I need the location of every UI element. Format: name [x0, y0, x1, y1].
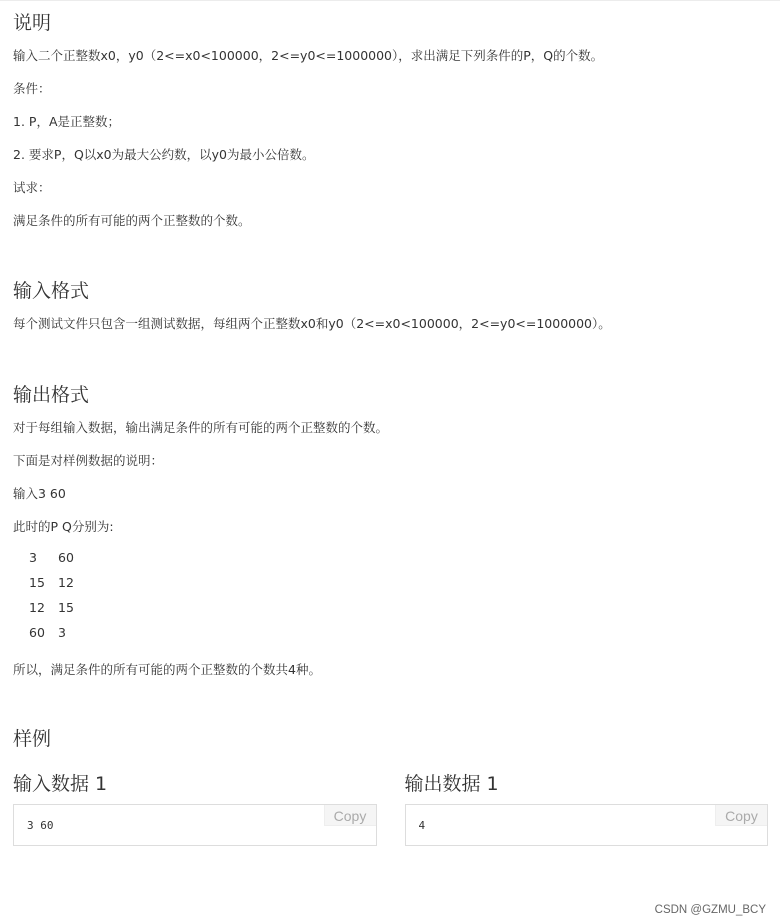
description-paragraph: 条件： — [13, 81, 51, 96]
description-paragraph: 输入二个正整数x0，y0（2<=x0<100000，2<=y0<=1000000），求出满足下列条件的P，Q的个数。 — [13, 48, 604, 63]
description-heading: 说明 — [13, 12, 52, 34]
samples-heading: 样例 — [13, 728, 52, 750]
samples-row — [13, 771, 768, 846]
description-paragraph: 试求： — [13, 180, 51, 195]
sample-output — [405, 771, 769, 846]
pq-pair-row — [29, 575, 768, 600]
p-value: 15 — [29, 575, 45, 590]
q-value: 12 — [58, 575, 74, 590]
output-format-text: 此时的P Q分别为: — [13, 519, 114, 534]
input-format-heading: 输入格式 — [13, 280, 90, 302]
q-value: 3 — [58, 625, 66, 640]
copy-output-button[interactable]: Copy — [715, 805, 767, 826]
sample-output-content[interactable]: 4 — [418, 819, 426, 832]
input-format-section — [13, 276, 768, 332]
sample-output-box[interactable] — [405, 804, 769, 846]
output-format-text: 对于每组输入数据，输出满足条件的所有可能的两个正整数的个数。 — [13, 420, 389, 435]
problem-content — [13, 8, 768, 846]
description-section — [13, 8, 768, 229]
output-format-text: 输入3 60 — [13, 486, 66, 501]
sample-output-title: 输出数据 1 — [404, 773, 499, 795]
sample-input-content[interactable]: 3 60 — [27, 819, 54, 832]
sample-input — [13, 771, 377, 846]
csdn-watermark: CSDN @GZMU_BCY — [654, 904, 766, 916]
samples-section — [13, 724, 768, 846]
pq-pair-row — [29, 600, 768, 625]
output-format-conclusion: 所以，满足条件的所有可能的两个正整数的个数共4种。 — [13, 662, 321, 677]
pq-pair-row — [29, 625, 768, 650]
p-value: 12 — [29, 600, 45, 615]
q-value: 15 — [58, 600, 74, 615]
output-format-text: 下面是对样例数据的说明： — [13, 453, 164, 468]
pq-pair-row — [29, 550, 768, 575]
p-value: 60 — [29, 625, 45, 640]
copy-input-button[interactable]: Copy — [324, 805, 376, 826]
output-format-section — [13, 380, 768, 678]
top-divider — [0, 0, 780, 1]
output-format-heading: 输出格式 — [13, 384, 90, 406]
description-paragraph: 1. P，A是正整数； — [13, 114, 120, 129]
pq-pairs-list — [29, 550, 768, 650]
sample-input-title: 输入数据 1 — [13, 773, 108, 795]
description-paragraph: 满足条件的所有可能的两个正整数的个数。 — [13, 213, 251, 228]
description-paragraph: 2. 要求P，Q以x0为最大公约数，以y0为最小公倍数。 — [13, 147, 315, 162]
q-value: 60 — [58, 550, 74, 565]
input-format-text: 每个测试文件只包含一组测试数据，每组两个正整数x0和y0（2<=x0<100000，2<=y0<=1000000）。 — [13, 316, 611, 331]
sample-input-box[interactable] — [13, 804, 377, 846]
p-value: 3 — [29, 550, 37, 565]
